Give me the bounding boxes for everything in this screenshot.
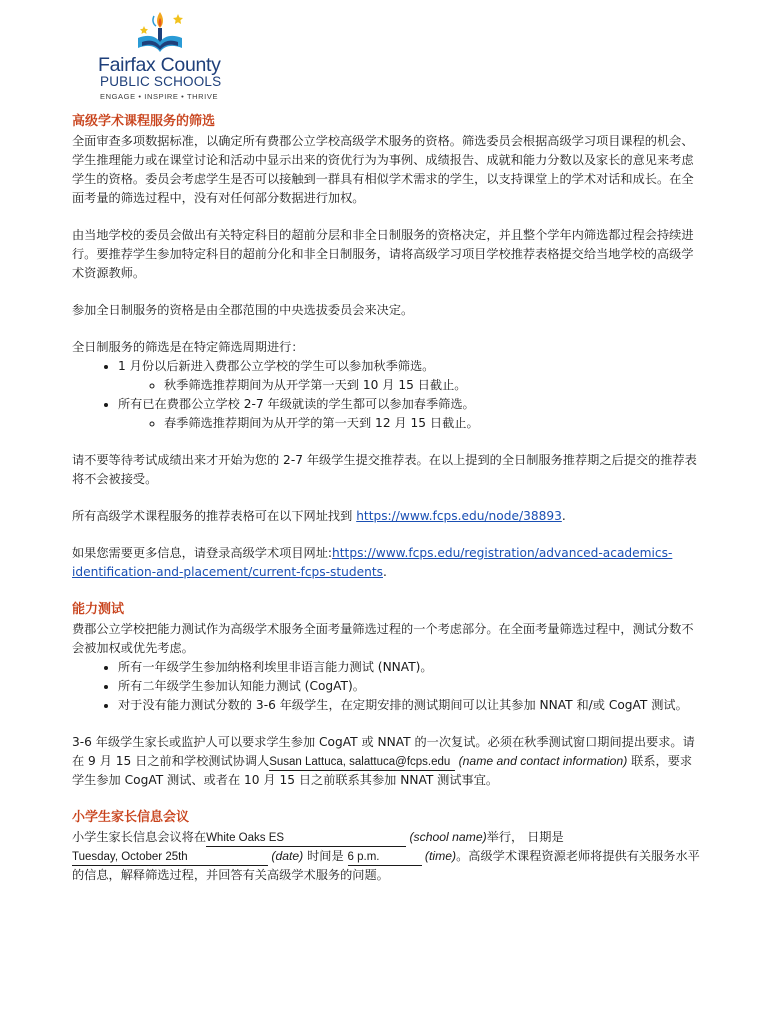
paragraph: 参加全日制服务的资格是由全郡范围的中央选拔委员会来决定。 (72, 303, 414, 317)
section-heading-screening: 高级学术课程服务的筛选 (72, 114, 216, 129)
advanced-academics-link[interactable]: https://www.fcps.edu/registration/advanced-academics-identification-and-placement/current-fcps-students (72, 546, 673, 579)
paragraph: 如果您需要更多信息，请登录高级学术项目网址:https://www.fcps.edu/registration/advanced-academics-identification-and-placement/current-fcps-students. (72, 546, 673, 579)
list-item: • 1 月份以后新进入费郡公立学校的学生可以参加秋季筛选。 ◦ 秋季筛选推荐期间为从开学第一天到 10 月 15 日截止。 (118, 357, 702, 395)
referral-forms-link[interactable]: https://www.fcps.edu/node/38893 (356, 509, 562, 523)
paragraph: 全日制服务的筛选是在特定筛选周期进行： (72, 340, 304, 354)
test-coordinator-field[interactable]: Susan Lattuca, salattuca@fcps.edu (269, 755, 455, 771)
list-item: • 所有一年级学生参加纳格利埃里非语言能力测试 (NNAT)。 (118, 658, 702, 677)
bullet-list (72, 658, 702, 715)
logo-tagline: ENGAGE • INSPIRE • THRIVE (100, 92, 219, 101)
paragraph: 由当地学校的委员会做出有关特定科目的超前分层和非全日制服务的资格决定，并且整个学年内筛选都过程会持续进行。要推荐学生参加特定科目的超前分化和非全日制服务，请将高级学习项目学校推荐表格提交给当地学校的高级学术资源教师。 (72, 228, 694, 280)
sub-list (118, 376, 702, 395)
section-heading-parent-meeting: 小学生家长信息会议 (72, 810, 190, 825)
section-heading-ability-testing: 能力测试 (72, 602, 125, 617)
bullet-list (72, 357, 702, 433)
paragraph: 请不要等待考试成绩出来才开始为您的 2-7 年级学生提交推荐表。在以上提到的全日制服务推荐期之后提交的推荐表将不会被接受。 (72, 453, 697, 486)
torch-book-icon (126, 6, 196, 56)
logo-subtitle: PUBLIC SCHOOLS (100, 74, 222, 89)
date-field[interactable]: Tuesday, October 25th (72, 850, 268, 866)
paragraph: 小学生家长信息会议将在White Oaks ES (school name)举行， 日期是 Tuesday, October 25th (date) 时间是 6 p.m. (time)。高级学术课程资源老师将提供有关服务水平的信息，解释筛选过程，并回答有关高级学术服务的问题。 (72, 830, 700, 882)
time-field[interactable]: 6 p.m. (348, 850, 422, 866)
paragraph: 费郡公立学校把能力测试作为高级学术服务全面考量筛选过程的一个考虑部分。在全面考量筛选过程中，测试分数不会被加权或优先考虑。 (72, 622, 694, 655)
school-name-field[interactable]: White Oaks ES (206, 831, 406, 847)
list-item: • 所有已在费郡公立学校 2-7 年级就读的学生都可以参加春季筛选。 ◦ 春季筛选推荐期间为从开学的第一天到 12 月 15 日截止。 (118, 395, 702, 433)
sub-list (118, 414, 702, 433)
fcps-logo (98, 6, 238, 101)
list-item: ◦ 秋季筛选推荐期间为从开学第一天到 10 月 15 日截止。 (164, 376, 702, 395)
paragraph: 3-6 年级学生家长或监护人可以要求学生参加 CogAT 或 NNAT 的一次复试。必须在秋季测试窗口期间提出要求。请在 9 月 15 日之前和学校测试协调人Susan Lattuca, salattuca@fcps.edu (name and contact information) 联系，要求学生参加 CogAT 测试、或者在 10 月 15 日之前联系其参加 NNAT 测试事宜。 (72, 735, 695, 787)
paragraph: 全面审查多项数据标准，以确定所有费郡公立学校高级学术服务的资格。筛选委员会根据高级学习项目课程的机会、学生推理能力或在课堂讨论和活动中显示出来的资优行为为事例、成绩报告、成就和能力分数以及家长的意见来考虑学生的资格。委员会考虑学生是否可以接触到一群具有相似学术需求的学生，以支持课堂上的学术对话和成长。在全面考量的筛选过程中，没有对任何部分数据进行加权。 (72, 134, 694, 205)
list-item: ◦ 春季筛选推荐期间为从开学的第一天到 12 月 15 日截止。 (164, 414, 702, 433)
document-body (72, 112, 702, 903)
list-item: • 所有二年级学生参加认知能力测试 (CogAT)。 (118, 677, 702, 696)
list-item: • 对于没有能力测试分数的 3-6 年级学生，在定期安排的测试期间可以让其参加 NNAT 和/或 CogAT 测试。 (118, 696, 702, 715)
logo-name: Fairfax County (98, 54, 221, 76)
paragraph: 所有高级学术课程服务的推荐表格可在以下网址找到 https://www.fcps.edu/node/38893. (72, 509, 566, 523)
